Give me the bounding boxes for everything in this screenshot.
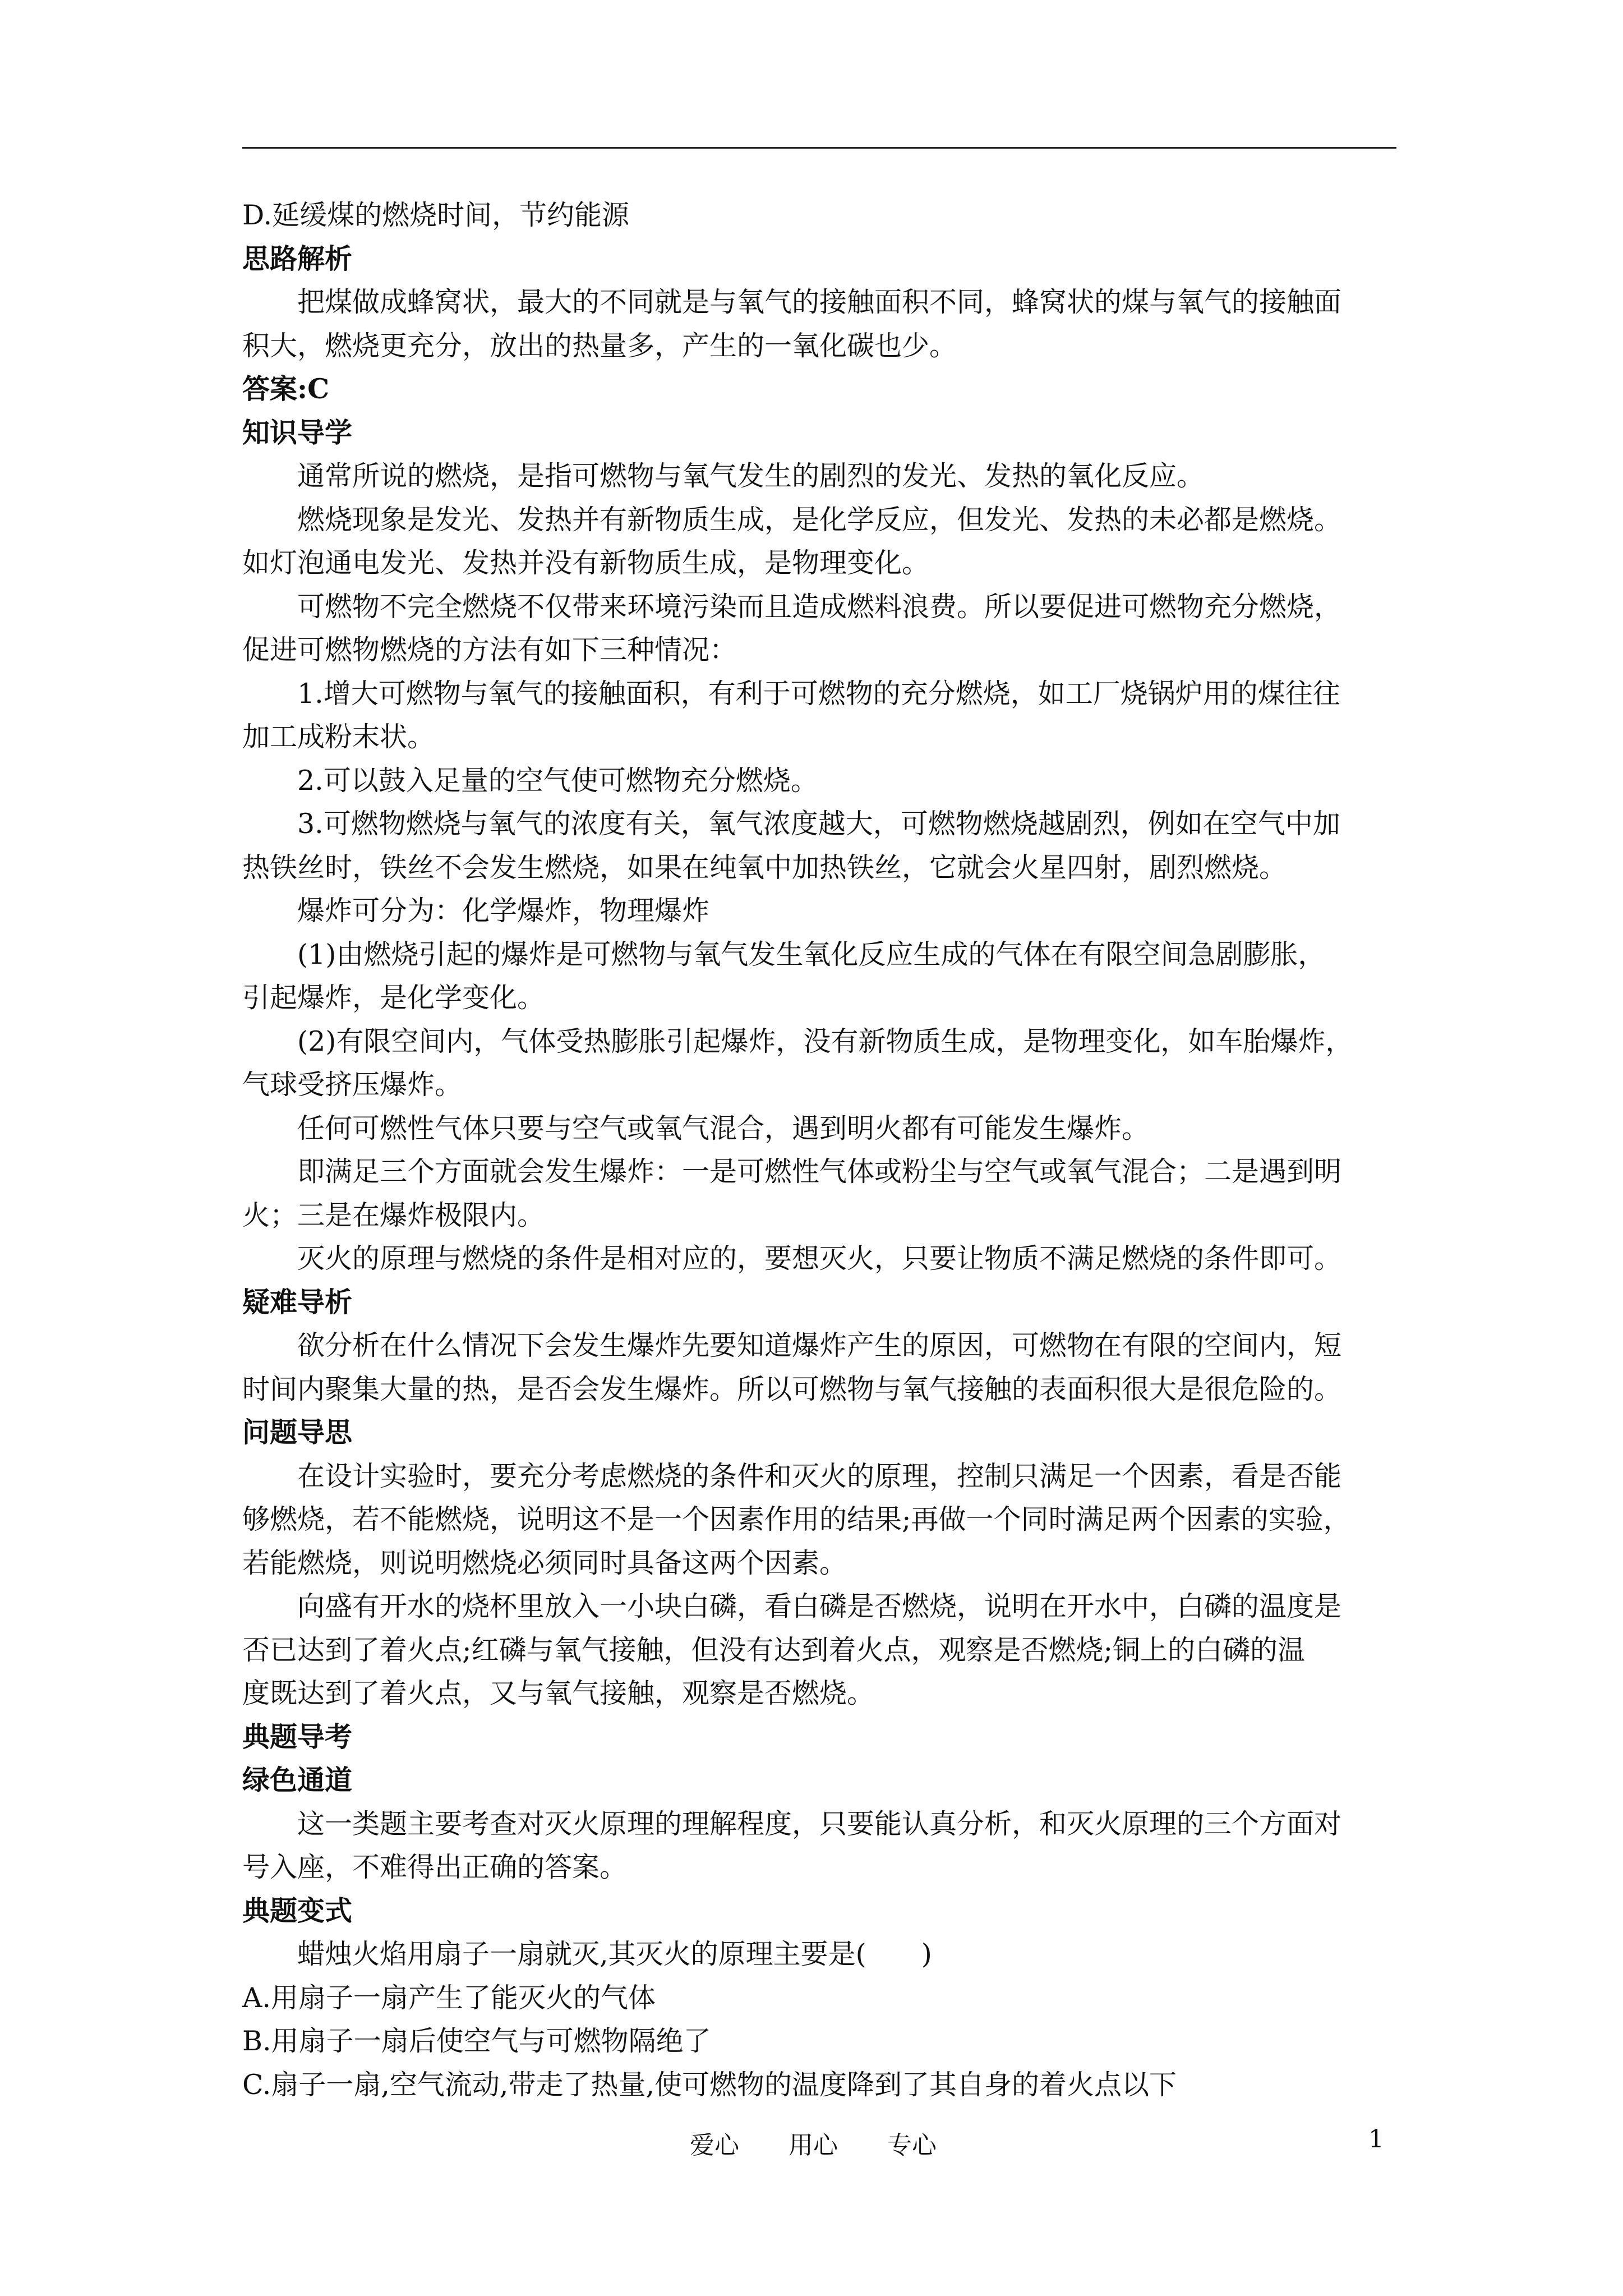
- text-line: D.延缓煤的燃烧时间，节约能源: [242, 199, 630, 231]
- text-line: 欲分析在什么情况下会发生爆炸先要知道爆炸产生的原因，可燃物在有限的空间内，短: [297, 1329, 1342, 1361]
- section-heading: 绿色通道: [242, 1764, 353, 1796]
- text-line: 可燃物不完全燃烧不仅带来环境污染而且造成燃料浪费。所以要促进可燃物充分燃烧，: [297, 590, 1342, 623]
- text-line: 2.可以鼓入足量的空气使可燃物充分燃烧。: [297, 764, 818, 797]
- text-line: 积大，燃烧更充分，放出的热量多，产生的一氧化碳也少。: [242, 329, 957, 362]
- section-heading: 答案:C: [242, 372, 330, 405]
- section-heading: 问题导思: [242, 1416, 353, 1448]
- document-body: [242, 194, 1403, 2106]
- text-line: 即满足三个方面就会发生爆炸：一是可燃性气体或粉尘与空气或氧气混合；二是遇到明: [297, 1156, 1342, 1188]
- text-line: A.用扇子一扇产生了能灭火的气体: [242, 1981, 656, 2014]
- text-line: B.用扇子一扇后使空气与可燃物隔绝了: [242, 2025, 711, 2057]
- text-line: C.扇子一扇,空气流动,带走了热量,使可燃物的温度降到了其自身的着火点以下: [242, 2068, 1177, 2101]
- text-line: (2)有限空间内，气体受热膨胀引起爆炸，没有新物质生成，是物理变化，如车胎爆炸，: [297, 1025, 1353, 1057]
- header-rule: [242, 147, 1396, 149]
- text-line: 爆炸可分为：化学爆炸，物理爆炸: [297, 895, 710, 927]
- section-heading: 疑难导析: [242, 1285, 353, 1318]
- text-line: 1.增大可燃物与氧气的接触面积，有利于可燃物的充分燃烧，如工厂烧锅炉用的煤往往: [297, 677, 1340, 710]
- text-line: 火；三是在爆炸极限内。: [242, 1199, 545, 1231]
- text-line: 引起爆炸，是化学变化。: [242, 982, 545, 1014]
- section-heading: 思路解析: [242, 242, 353, 275]
- text-line: 促进可燃物燃烧的方法有如下三种情况：: [242, 634, 737, 666]
- section-heading: 典题变式: [242, 1894, 353, 1927]
- text-line: 3.可燃物燃烧与氧气的浓度有关，氧气浓度越大，可燃物燃烧越剧烈，例如在空气中加: [297, 808, 1340, 840]
- footer-motto: 爱心 用心 专心: [690, 2131, 937, 2160]
- text-line: 气球受挤压爆炸。: [242, 1069, 463, 1101]
- text-line: 在设计实验时，要充分考虑燃烧的条件和灭火的原理，控制只满足一个因素，看是否能: [297, 1460, 1342, 1492]
- text-line: 把煤做成蜂窝状，最大的不同就是与氧气的接触面积不同，蜂窝状的煤与氧气的接触面: [297, 286, 1342, 318]
- text-line: 加工成粉末状。: [242, 721, 435, 753]
- text-line: 若能燃烧，则说明燃烧必须同时具备这两个因素。: [242, 1547, 847, 1579]
- text-line: 否已达到了着火点;红磷与氧气接触，但没有达到着火点，观察是否燃烧;铜上的白磷的温: [242, 1634, 1306, 1666]
- text-line: 这一类题主要考查对灭火原理的理解程度，只要能认真分析，和灭火原理的三个方面对: [297, 1807, 1342, 1840]
- text-line: 号入座，不难得出正确的答案。: [242, 1851, 628, 1883]
- section-heading: 知识导学: [242, 416, 353, 449]
- text-line: 度既达到了着火点，又与氧气接触，观察是否燃烧。: [242, 1677, 875, 1709]
- text-line: (1)由燃烧引起的爆炸是可燃物与氧气发生氧化反应生成的气体在有限空间急剧膨胀，: [297, 938, 1326, 970]
- text-line: 灭火的原理与燃烧的条件是相对应的，要想灭火，只要让物质不满足燃烧的条件即可。: [297, 1243, 1342, 1274]
- text-line: 时间内聚集大量的热，是否会发生爆炸。所以可燃物与氧气接触的表面积很大是很危险的。: [242, 1373, 1342, 1405]
- text-line: 够燃烧，若不能燃烧，说明这不是一个因素作用的结果;再做一个同时满足两个因素的实验，: [242, 1503, 1351, 1535]
- section-heading: 典题导考: [242, 1720, 353, 1753]
- text-line: 如灯泡通电发光、发热并没有新物质生成，是物理变化。: [242, 547, 930, 579]
- text-line: 燃烧现象是发光、发热并有新物质生成，是化学反应，但发光、发热的未必都是燃烧。: [297, 503, 1342, 536]
- text-line: 任何可燃性气体只要与空气或氧气混合，遇到明火都有可能发生爆炸。: [297, 1112, 1150, 1144]
- text-line: 热铁丝时，铁丝不会发生燃烧，如果在纯氧中加热铁丝，它就会火星四射，剧烈燃烧。: [242, 851, 1287, 884]
- page-number: 1: [1368, 2125, 1384, 2154]
- text-line: 通常所说的燃烧，是指可燃物与氧气发生的剧烈的发光、发热的氧化反应。: [297, 460, 1205, 492]
- text-line: 蜡烛火焰用扇子一扇就灭,其灭火的原理主要是( ): [297, 1938, 932, 1970]
- text-line: 向盛有开水的烧杯里放入一小块白磷，看白磷是否燃烧，说明在开水中，白磷的温度是: [297, 1590, 1342, 1622]
